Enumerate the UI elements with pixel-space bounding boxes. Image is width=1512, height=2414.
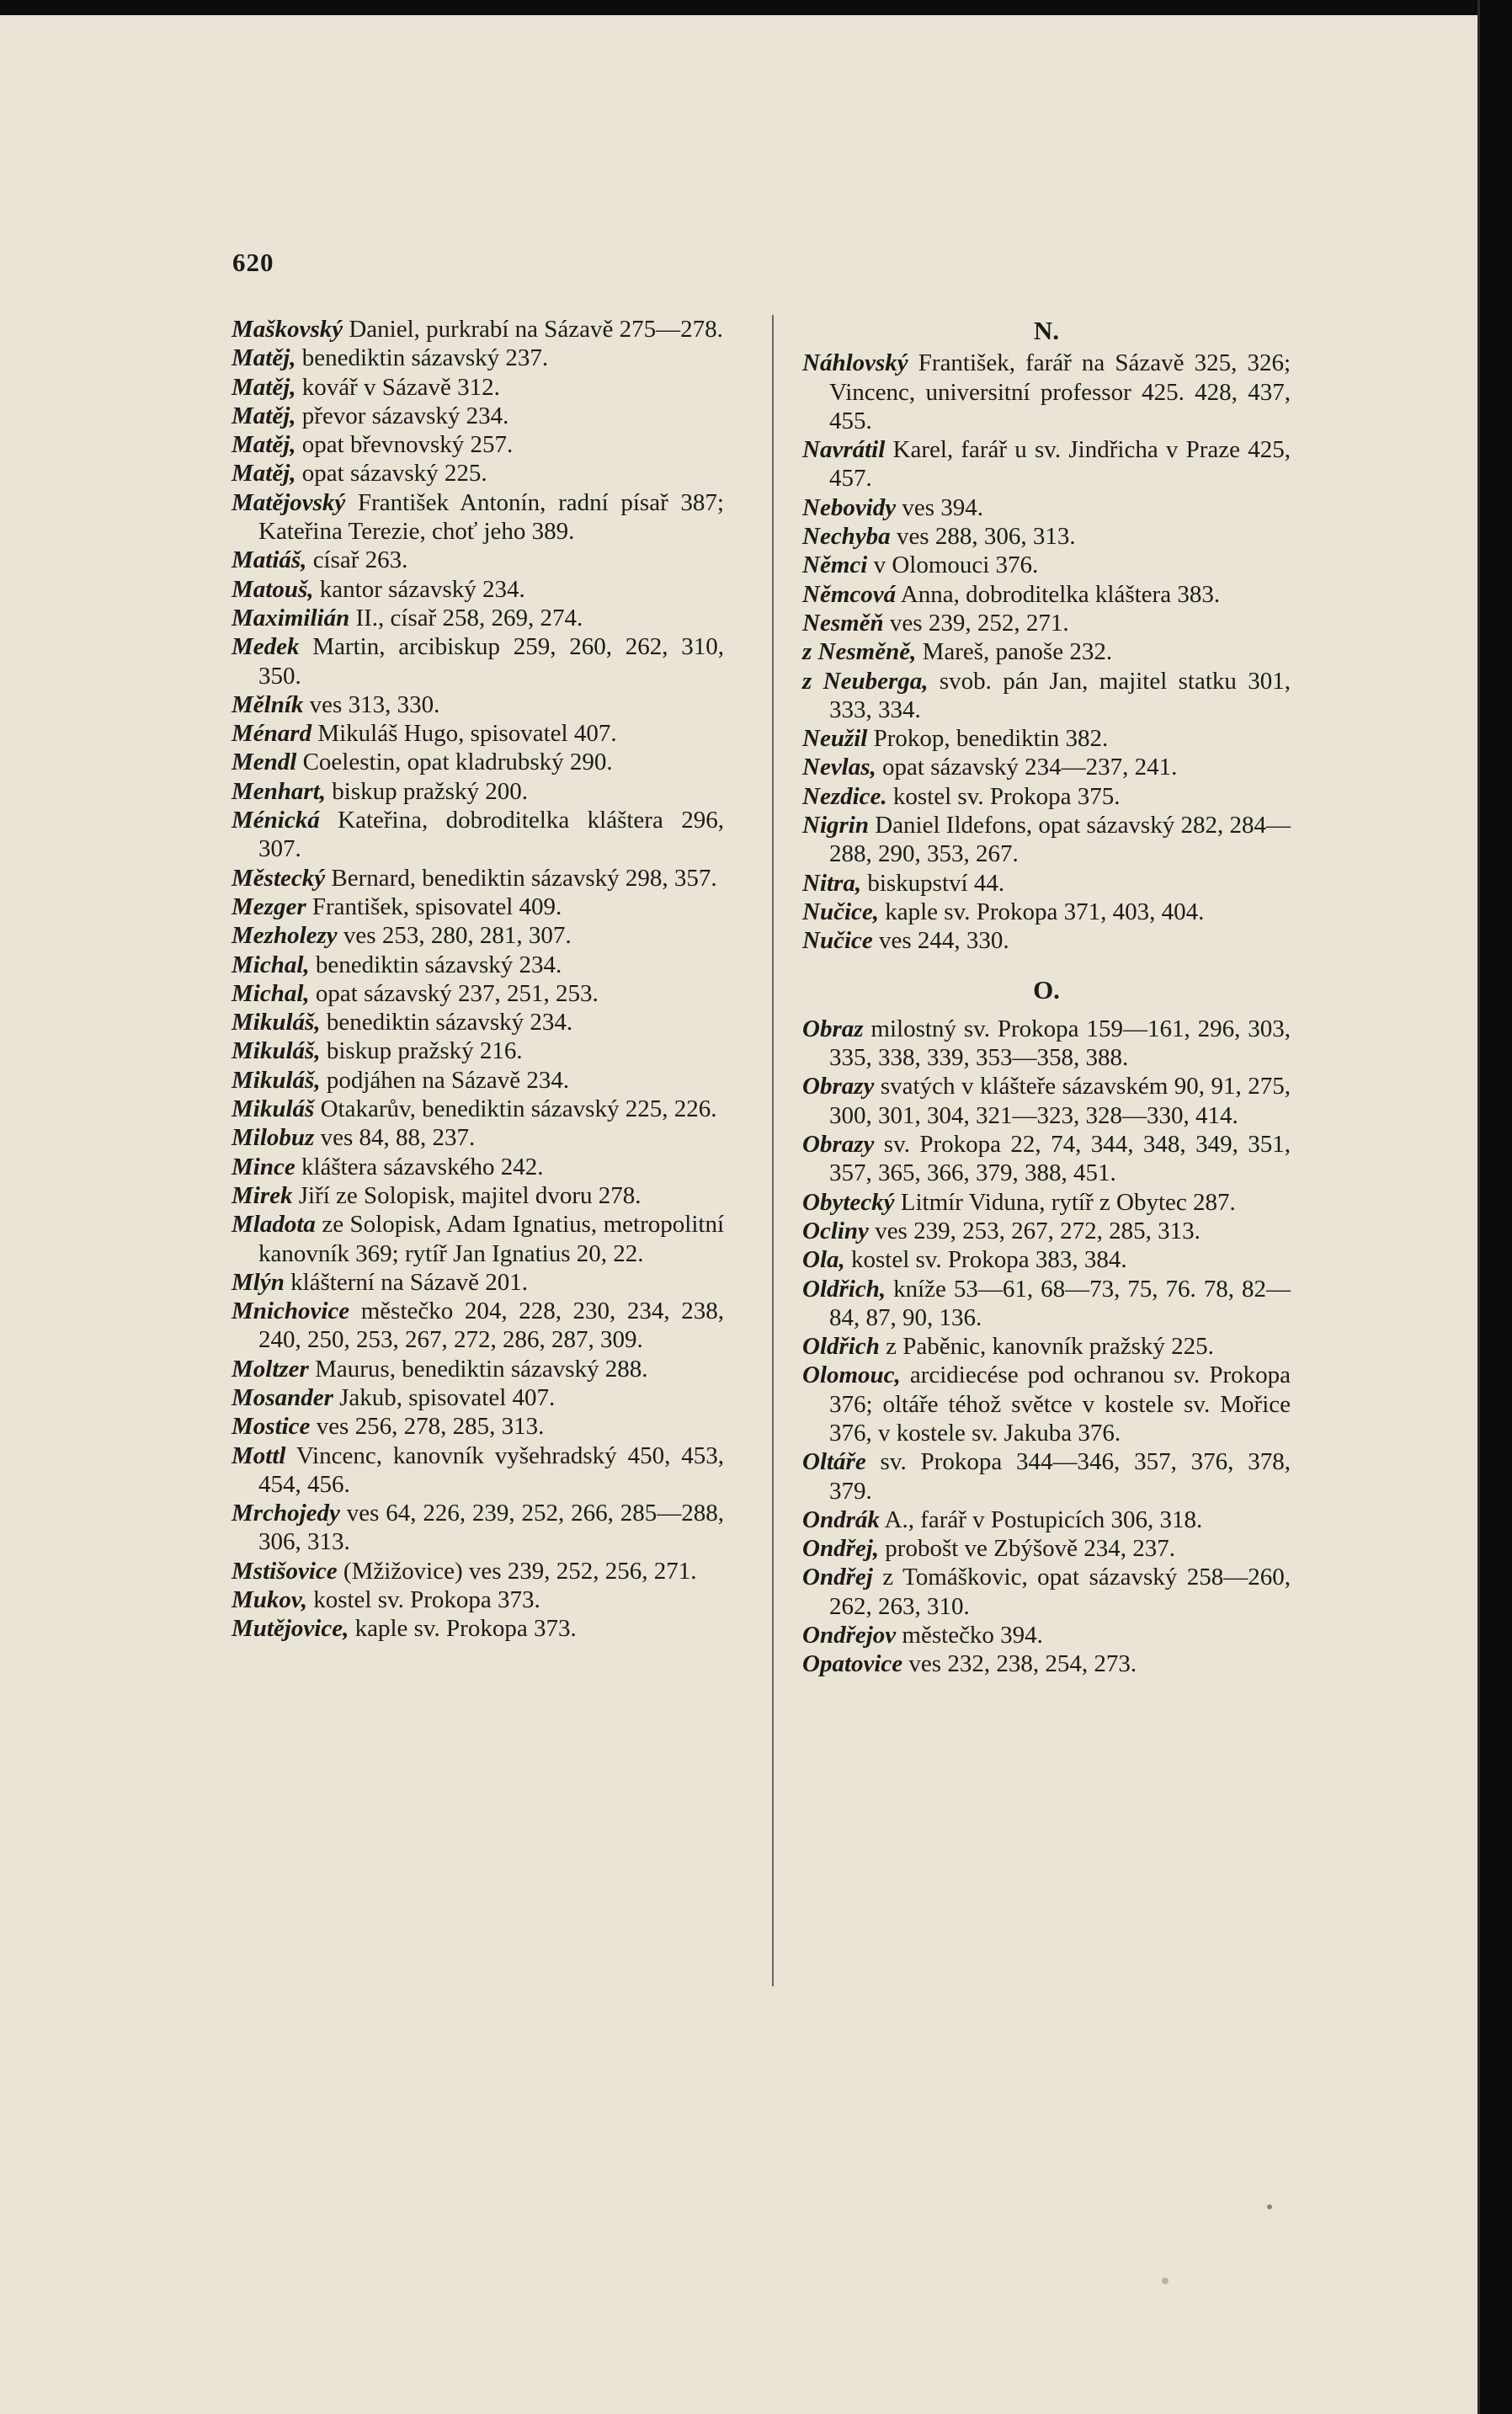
page-number: 620	[232, 248, 274, 277]
section-letter-o: O.	[1033, 974, 1060, 1005]
index-entry: Mikuláš, biskup pražský 216.	[232, 1037, 523, 1065]
index-entry: Mělník ves 313, 330.	[232, 690, 440, 718]
index-entry: Opatovice ves 232, 238, 254, 273.	[802, 1650, 1137, 1678]
index-entry: Mrchojedy ves 64, 226, 239, 252, 266, 285—288, 306, 313.	[232, 1500, 724, 1556]
index-entry: Olomouc, arcidiecése pod ochranou sv. Prokopa 376; oltáře téhož světce v kostele sv. Mořice 376, v kostele sv. Jakuba 376.	[802, 1362, 1291, 1447]
index-entry: Ondřej, probošt ve Zbýšově 234, 237.	[802, 1535, 1176, 1563]
index-entry: Mirek Jiří ze Solopisk, majitel dvoru 278.	[232, 1181, 642, 1209]
index-column-left	[232, 315, 724, 1644]
index-entry: Nučice ves 244, 330.	[802, 927, 1009, 955]
index-entry: Mostice ves 256, 278, 285, 313.	[232, 1413, 545, 1441]
index-entry: Medek Martin, arcibiskup 259, 260, 262, 310, 350.	[232, 633, 724, 690]
index-entry: Mezholezy ves 253, 280, 281, 307.	[232, 922, 572, 950]
index-entry: Ondřejov městečko 394.	[802, 1622, 1043, 1649]
index-entry: Nechyba ves 288, 306, 313.	[802, 523, 1076, 551]
section-letter-n: N.	[1033, 316, 1060, 345]
index-entry: Milobuz ves 84, 88, 237.	[232, 1124, 476, 1152]
index-entry: Němcová Anna, dobroditelka kláštera 383.	[802, 580, 1221, 608]
index-entry: Obrazy sv. Prokopa 22, 74, 344, 348, 349, 351, 357, 365, 366, 379, 388, 451.	[802, 1131, 1291, 1187]
index-entry: Ondrák A., farář v Postupicích 306, 318.	[802, 1505, 1203, 1533]
index-entry: Ondřej z Tomáškovic, opat sázavský 258—260, 262, 263, 310.	[802, 1564, 1291, 1620]
index-entry: Mezger František, spisovatel 409.	[232, 893, 562, 920]
index-entry: Maškovský Daniel, purkrabí na Sázavě 275—278.	[232, 316, 723, 343]
index-entry: Matěj, kovář v Sázavě 312.	[232, 373, 500, 401]
index-entry: Mince kláštera sázavského 242.	[232, 1153, 544, 1180]
index-entry: Mosander Jakub, spisovatel 407.	[232, 1383, 556, 1411]
index-entry: Nevlas, opat sázavský 234—237, 241.	[802, 754, 1178, 781]
column-divider	[772, 315, 774, 1986]
index-entry: Menhart, biskup pražský 200.	[232, 777, 529, 805]
scan-border-right	[1478, 0, 1512, 2414]
index-entry: Městecký Bernard, benediktin sázavský 298, 357.	[232, 864, 717, 892]
index-entry: Mstišovice (Mžižovice) ves 239, 252, 256, 271.	[232, 1557, 697, 1585]
index-entry: Maximilián II., císař 258, 269, 274.	[232, 604, 583, 631]
index-entry: Navrátil Karel, farář u sv. Jindřicha v Praze 425, 457.	[802, 436, 1291, 493]
index-entry: Oldřich z Paběnic, kanovník pražský 225.	[802, 1333, 1214, 1361]
index-entry: Michal, benediktin sázavský 234.	[232, 951, 562, 978]
index-entry: Mlýn klášterní na Sázavě 201.	[232, 1268, 528, 1296]
index-entry: Mikuláš Otakarův, benediktin sázavský 225, 226.	[232, 1095, 717, 1123]
index-entry: Mukov, kostel sv. Prokopa 373.	[232, 1586, 540, 1614]
index-entry: Němci v Olomouci 376.	[802, 552, 1039, 579]
index-entry: Matouš, kantor sázavský 234.	[232, 575, 525, 603]
index-entry: Oltáře sv. Prokopa 344—346, 357, 376, 378, 379.	[802, 1448, 1291, 1505]
index-entry: Obrazy svatých v klášteře sázavském 90, 91, 275, 300, 301, 304, 321—323, 328—330, 414.	[802, 1073, 1291, 1129]
index-entry: Nebovidy ves 394.	[802, 493, 984, 521]
index-entry: Neužil Prokop, benediktin 382.	[802, 725, 1109, 753]
index-entry: Mladota ze Solopisk, Adam Ignatius, metropolitní kanovník 369; rytíř Jan Ignatius 20, 22.	[232, 1211, 724, 1267]
index-entry: Nezdice. kostel sv. Prokopa 375.	[802, 782, 1121, 810]
index-entry: Nučice, kaple sv. Prokopa 371, 403, 404.	[802, 898, 1205, 925]
index-entry: Matějovský František Antonín, radní písař 387; Kateřina Terezie, choť jeho 389.	[232, 488, 724, 546]
index-entry: Matěj, opat břevnovský 257.	[232, 431, 514, 459]
index-entry: Mendl Coelestin, opat kladrubský 290.	[232, 749, 613, 776]
index-entry: Matěj, převor sázavský 234.	[232, 402, 509, 429]
index-entry: z Neuberga, svob. pán Jan, majitel statku 301, 333, 334.	[802, 667, 1291, 723]
index-entry: Mikuláš, podjáhen na Sázavě 234.	[232, 1066, 570, 1094]
index-entry: Matěj, opat sázavský 225.	[232, 460, 487, 488]
index-entry: Náhlovský František, farář na Sázavě 325, 326; Vincenc, universitní professor 425. 428, 437, 455.	[802, 349, 1291, 434]
index-entry: Ola, kostel sv. Prokopa 383, 384.	[802, 1246, 1127, 1274]
index-entry: Michal, opat sázavský 237, 251, 253.	[232, 979, 599, 1007]
index-entry: Obraz milostný sv. Prokopa 159—161, 296, 303, 335, 338, 339, 353—358, 388.	[802, 1015, 1291, 1072]
index-entry: Matěj, benediktin sázavský 237.	[232, 344, 549, 372]
index-column-right	[802, 315, 1291, 1679]
index-entry: Moltzer Maurus, benediktin sázavský 288.	[232, 1355, 648, 1383]
index-entry: Ocliny ves 239, 253, 267, 272, 285, 313.	[802, 1217, 1201, 1244]
ink-speck	[1267, 2204, 1272, 2209]
index-entry: Mutějovice, kaple sv. Prokopa 373.	[232, 1615, 577, 1643]
index-entry: Nitra, biskupství 44.	[802, 869, 1005, 897]
index-entry: Mottl Vincenc, kanovník vyšehradský 450, 453, 454, 456.	[232, 1441, 724, 1498]
index-entry: z Nesměně, Mareš, panoše 232.	[802, 638, 1113, 666]
scan-border-top	[0, 0, 1512, 15]
index-entry: Matiáš, císař 263.	[232, 546, 408, 574]
index-entry: Nigrin Daniel Ildefons, opat sázavský 282, 284—288, 290, 353, 267.	[802, 812, 1291, 868]
index-entry: Mnichovice městečko 204, 228, 230, 234, 238, 240, 250, 253, 267, 272, 286, 287, 309.	[232, 1298, 724, 1354]
scan-edge-line	[1477, 0, 1480, 2414]
ink-speck	[1162, 2278, 1169, 2284]
index-entry: Mikuláš, benediktin sázavský 234.	[232, 1009, 573, 1036]
index-entry: Oldřich, kníže 53—61, 68—73, 75, 76. 78, 82—84, 87, 90, 136.	[802, 1275, 1291, 1331]
index-entry: Ménard Mikuláš Hugo, spisovatel 407.	[232, 720, 617, 748]
index-entry: Ménická Kateřina, dobroditelka kláštera 296, 307.	[232, 807, 724, 863]
index-entry: Nesměň ves 239, 252, 271.	[802, 609, 1069, 637]
index-entry: Obytecký Litmír Viduna, rytíř z Obytec 287.	[802, 1188, 1236, 1216]
